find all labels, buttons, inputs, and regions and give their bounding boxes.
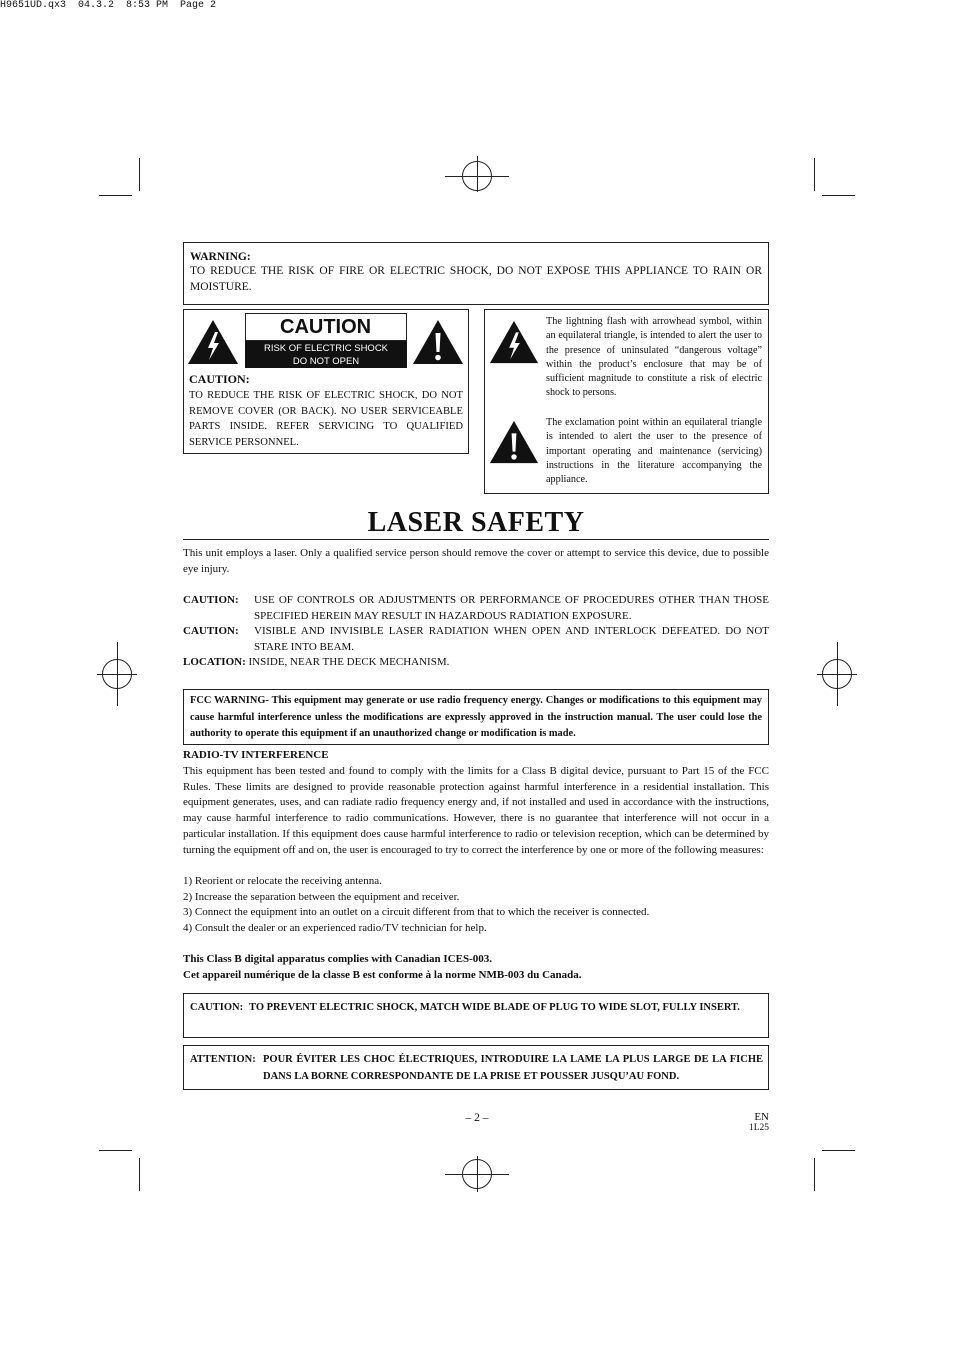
laser-intro: This unit employs a laser. Only a qualified service person should remove the cover or attempt to service this device, due to possible eye injury. — [183, 547, 769, 575]
laser-caution-2 — [183, 624, 769, 656]
caution-badge: CAUTION — [245, 313, 407, 341]
laser-safety-title: LASER SAFETY — [367, 507, 585, 538]
exclamation-warning-icon — [411, 318, 465, 366]
canada-compliance-en: This Class B digital apparatus complies with Canadian ICES-003. — [183, 953, 492, 965]
lightning-warning-icon — [186, 318, 240, 366]
measure-item: 1) Reorient or relocate the receiving antenna. — [183, 875, 382, 887]
radio-tv-body: This equipment has been tested and found to comply with the limits for a Class B digital device, pursuant to Part 15 of the FCC Rules. These limits are designed to provide reasonable protection against harmful interference in a residential installation. This equipment generates, uses, and can radiate radio frequency energy and, if not installed and used in accordance with the instructions, may cause harmful interference to radio communications. However, there is no guarantee that interference will not occur in a particular installation. If this equipment does cause harmful interference to radio or television reception, which can be determined by turning the equipment off and on, the user is encouraged to try to correct the interference by one or more of the following measures: — [183, 765, 769, 856]
lightning-symbol-text: The lightning flash with arrowhead symbol, within an equilateral triangle, is intended to alert the user to the presence of uninsulated “dangerous voltage” within the product’s enclosure that may be of sufficient magnitude to constitute a risk of electric shock to persons. — [546, 316, 762, 399]
plug-attention-box — [183, 1045, 769, 1090]
measure-item: 2) Increase the separation between the equipment and receiver. — [183, 891, 460, 903]
fcc-warning-text: FCC WARNING- This equipment may generate or use radio frequency energy. Changes or modifications to this equipment may cause harmful interference unless the modifications are expressly approved in the instruction manual. The user could lose the authority to operate this equipment if an unauthorized change or modification is made. — [190, 695, 762, 739]
caution-panel-text: TO REDUCE THE RISK OF ELECTRIC SHOCK, DO NOT REMOVE COVER (OR BACK). NO USER SERVICEABLE PARTS INSIDE. REFER SERVICING TO QUALIFIED SERVICE PERSONNEL. — [189, 390, 463, 448]
warning-box — [183, 242, 769, 305]
laser-location — [183, 655, 769, 671]
laser-caution-1-text: USE OF CONTROLS OR ADJUSTMENTS OR PERFORMANCE OF PROCEDURES OTHER THAN THOSE SPECIFIED HEREIN MAY RESULT IN HAZARDOUS RADIATION EXPOSURE. — [254, 594, 769, 622]
measure-item: 4) Consult the dealer or an experienced radio/TV technician for help. — [183, 922, 487, 934]
caution-badge-sub-2: DO NOT OPEN — [292, 356, 360, 367]
plug-caution-box — [183, 993, 769, 1038]
laser-caution-2-label: CAUTION: — [183, 625, 239, 637]
exclamation-symbol-text: The exclamation point within an equilateral triangle is intended to alert the user to the presence of important operating and maintenance (servicing) instructions in the literature accompanying the appliance. — [546, 417, 762, 486]
exclamation-symbol-icon — [488, 418, 540, 466]
printer-slug: H9651UD.qx3 04.3.2 8:53 PM Page 2 — [0, 0, 217, 11]
plug-caution-label: CAUTION: — [190, 1002, 244, 1013]
laser-location-label: LOCATION: — [183, 656, 246, 668]
laser-caution-1-label: CAUTION: — [183, 594, 239, 606]
language-code: EN — [754, 1111, 769, 1123]
laser-location-text: INSIDE, NEAR THE DECK MECHANISM. — [248, 656, 450, 668]
radio-tv-heading: RADIO-TV INTERFERENCE — [183, 749, 329, 761]
lightning-symbol-icon — [488, 318, 540, 366]
model-code: 1L25 — [748, 1123, 769, 1133]
warning-label: WARNING: — [190, 251, 251, 263]
laser-title-rule — [183, 539, 769, 540]
laser-caution-2-text: VISIBLE AND INVISIBLE LASER RADIATION WHEN OPEN AND INTERLOCK DEFEATED. DO NOT STARE INTO BEAM. — [254, 625, 769, 653]
fcc-warning-box — [183, 689, 769, 745]
plug-attention-label: ATTENTION: — [190, 1054, 256, 1065]
laser-caution-1 — [183, 593, 769, 625]
page-number: – 2 – — [465, 1112, 489, 1124]
caution-panel-label: CAUTION: — [189, 372, 250, 386]
plug-caution-text: TO PREVENT ELECTRIC SHOCK, MATCH WIDE BLADE OF PLUG TO WIDE SLOT, FULLY INSERT. — [249, 1002, 740, 1013]
caution-badge-sub-1: RISK OF ELECTRIC SHOCK — [263, 343, 389, 354]
canada-compliance-fr: Cet appareil numérique de la classe B est conforme à la norme NMB-003 du Canada. — [183, 969, 582, 981]
measure-item: 3) Connect the equipment into an outlet on a circuit different from that to which the receiver is connected. — [183, 906, 650, 918]
warning-text: TO REDUCE THE RISK OF FIRE OR ELECTRIC SHOCK, DO NOT EXPOSE THIS APPLIANCE TO RAIN OR MOISTURE. — [190, 265, 762, 293]
plug-attention-text: POUR ÉVITER LES CHOC ÉLECTRIQUES, INTRODUIRE LA LAME LA PLUS LARGE DE LA FICHE DANS LA BORNE CORRESPONDANTE DE LA PRISE ET POUSSER JUSQU’AU FOND. — [263, 1054, 763, 1082]
caution-badge-subtitle — [245, 341, 407, 368]
